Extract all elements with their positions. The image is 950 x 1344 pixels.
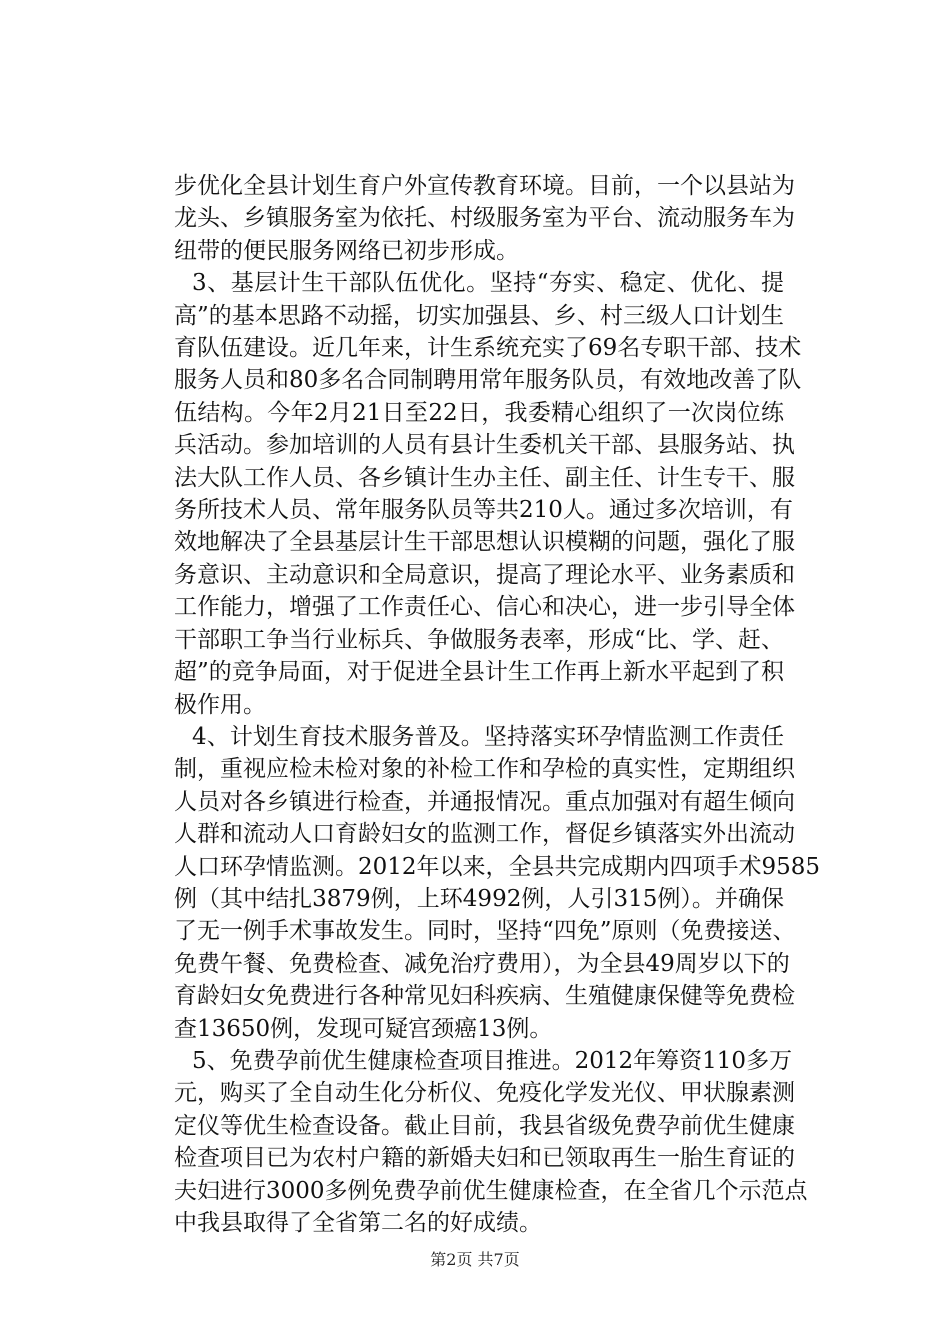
text-line: 人口环孕情监测。2012年以来，全县共完成期内四项手术9585 xyxy=(174,853,821,880)
text-line: 高”的基本思路不动摇，切实加强县、乡、村三级人口计划生 xyxy=(174,302,784,329)
text-line: 夫妇进行3000多例免费孕前优生健康检查，在全省几个示范点 xyxy=(174,1177,808,1204)
text-line: 法大队工作人员、各乡镇计生办主任、副主任、计生专干、服 xyxy=(174,464,795,491)
text-line: 人员对各乡镇进行检查，并通报情况。重点加强对有超生倾向 xyxy=(174,788,795,815)
text-line: 了无一例手术事故发生。同时，坚持“四免”原则（免费接送、 xyxy=(174,918,796,945)
text-line: 定仪等优生检查设备。截止目前，我县省级免费孕前优生健康 xyxy=(174,1112,795,1139)
text-line: 极作用。 xyxy=(174,691,266,718)
text-line: 服务人员和80多名合同制聘用常年服务队员，有效地改善了队 xyxy=(174,367,802,394)
body-text xyxy=(174,170,821,1239)
text-line: 兵活动。参加培训的人员有县计生委机关干部、县服务站、执 xyxy=(174,432,795,459)
paragraph-4-first-line: 4、计划生育技术服务普及。坚持落实环孕情监测工作责任 xyxy=(192,723,784,750)
text-line: 伍结构。今年2月21日至22日，我委精心组织了一次岗位练 xyxy=(174,399,784,426)
text-line: 工作能力，增强了工作责任心、信心和决心，进一步引导全体 xyxy=(174,594,795,621)
text-line: 干部职工争当行业标兵、争做服务表率，形成“比、学、赶、 xyxy=(174,626,784,653)
text-line: 查13650例，发现可疑宫颈癌13例。 xyxy=(174,1015,553,1042)
text-line: 务意识、主动意识和全局意识，提高了理论水平、业务素质和 xyxy=(174,561,795,588)
text-line: 步优化全县计划生育户外宣传教育环境。目前，一个以县站为 xyxy=(174,173,795,199)
page-number-footer: 第2页 共7页 xyxy=(430,1250,520,1269)
text-line: 人群和流动人口育龄妇女的监测工作，督促乡镇落实外出流动 xyxy=(174,821,795,848)
text-line: 制，重视应检未检对象的补检工作和孕检的真实性，定期组织 xyxy=(174,756,795,783)
text-line: 元，购买了全自动生化分析仪、免疫化学发光仪、甲状腺素测 xyxy=(174,1080,795,1107)
paragraph-5-first-line: 5、免费孕前优生健康检查项目推进。2012年筹资110多万 xyxy=(192,1047,793,1074)
text-line: 效地解决了全县基层计生干部思想认识模糊的问题，强化了服 xyxy=(174,529,795,556)
text-line: 检查项目已为农村户籍的新婚夫妇和已领取再生一胎生育证的 xyxy=(174,1145,795,1172)
text-line: 纽带的便民服务网络已初步形成。 xyxy=(174,237,519,264)
text-line: 育队伍建设。近几年来，计生系统充实了69名专职干部、技术 xyxy=(174,335,802,362)
text-line: 中我县取得了全省第二名的好成绩。 xyxy=(174,1210,542,1236)
text-line: 育龄妇女免费进行各种常见妇科疾病、生殖健康保健等免费检 xyxy=(174,983,795,1010)
text-line: 免费午餐、免费检查、减免治疗费用），为全县49周岁以下的 xyxy=(174,950,790,977)
text-line: 超”的竞争局面，对于促进全县计生工作再上新水平起到了积 xyxy=(174,659,784,686)
text-line: 务所技术人员、常年服务队员等共210人。通过多次培训，有 xyxy=(174,497,793,524)
text-line: 龙头、乡镇服务室为依托、村级服务室为平台、流动服务车为 xyxy=(174,205,795,232)
paragraph-3-first-line: 3、基层计生干部队伍优化。坚持“夯实、稳定、优化、提 xyxy=(192,270,784,297)
text-line: 例（其中结扎3879例，上环4992例，人引315例）。并确保 xyxy=(174,885,784,912)
